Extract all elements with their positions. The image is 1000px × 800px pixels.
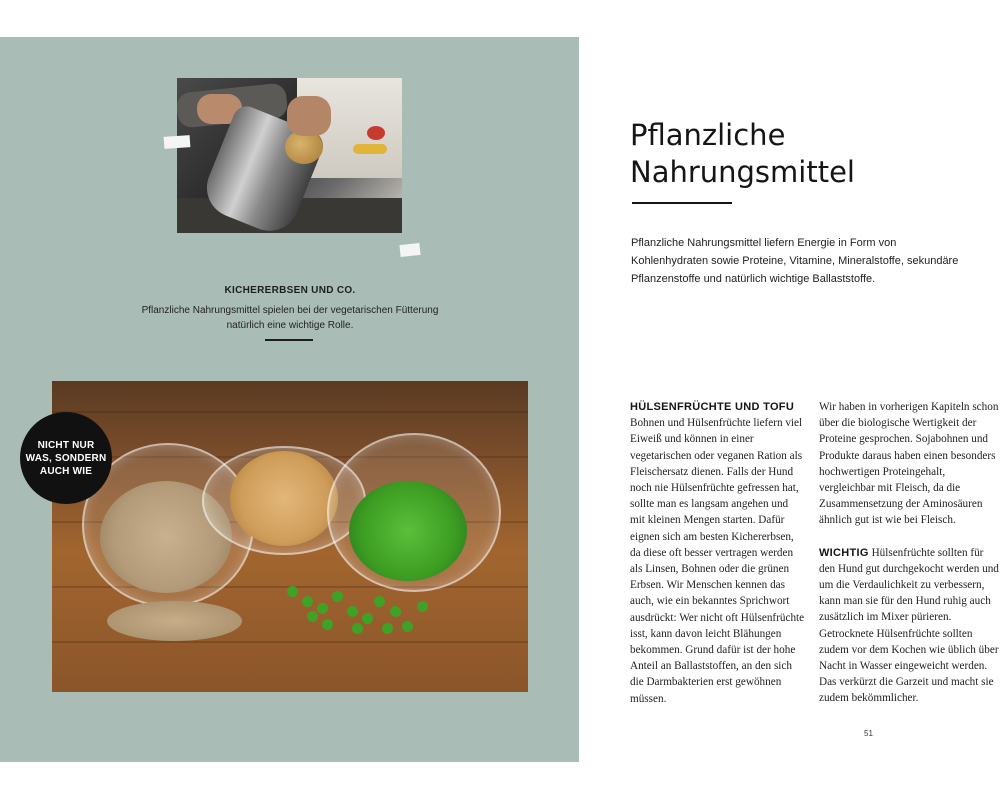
badge-line: AUCH WIE [39, 465, 93, 477]
badge-line: NICHT NUR [37, 439, 95, 451]
text-column-1 [630, 399, 805, 707]
body-paragraph: Bohnen und Hülsenfrüchte liefern viel Eiweiß und können in einer vegetarischen oder veganen Ration als Fleischersatz dienen. Falls der Hund noch nie Hülsenfrüchte gefressen hat, sollte man es langsam angehen und mit kleinen Mengen starten. Dafür eignen sich am besten Kichererbsen, da diese oft besser vertragen werden als Linsen, Bohnen oder die grünen Erbsen. Wir Menschen kennen das auch, wie ein bekanntes Sprichwort ausdrückt: Wer nicht oft Hülsenfrüchte isst, kann davon leicht Blähungen bekommen. Grund dafür ist der hohe Anteil an Ballaststoffen, an den sich die Darmbakterien erst gewöhnen müssen. [630, 417, 805, 705]
page-title [630, 117, 855, 191]
caption-text: Pflanzliche Nahrungsmittel spielen bei der vegetarischen Fütterung natürlich eine wichtige Rolle. [141, 305, 439, 331]
tip-paragraph [819, 545, 999, 707]
page-number: 51 [864, 729, 873, 738]
body-paragraph: Wir haben in vorherigen Kapiteln schon über die biologische Wertigkeit der Proteine gesprochen. Sojabohnen und Produkte daraus haben einen besonders hochwertigen Proteingehalt, vergleichbar mit Fleisch, da die Zusammensetzung der Aminosäuren ähnlich gut ist wie bei Fleisch. [819, 401, 999, 527]
top-photo [177, 78, 402, 233]
tip-label: WICHTIG [819, 546, 869, 559]
photo-tape [164, 135, 191, 149]
section-heading: HÜLSENFRÜCHTE UND TOFU [630, 401, 795, 413]
photo-tape [399, 243, 420, 257]
caption-divider [265, 339, 313, 341]
title-divider [632, 202, 732, 204]
title-line-1: Pflanzliche [630, 118, 786, 152]
title-line-2: Nahrungsmittel [630, 155, 855, 189]
badge-circle [20, 412, 112, 504]
text-column-2 [819, 399, 999, 707]
caption-title: KICHERERBSEN UND CO. [224, 285, 356, 296]
intro-paragraph: Pflanzliche Nahrungsmittel liefern Energie in Form von Kohlenhydraten sowie Proteine, Vitamine, Mineralstoffe, sekundäre Pflanzenstoffe und natürlich wichtige Ballaststoffe. [631, 237, 959, 285]
bottom-photo [52, 381, 528, 692]
tip-text: Hülsenfrüchte sollten für den Hund gut durchgekocht werden und um die Verdaulichkeit zu verbessern, kann man sie für den Hund ruhig auch zusätzlich im Mixer pürieren. Getrocknete Hülsenfrüchte sollten zudem vor dem Kochen wie üblich über Nacht in Wasser eingeweicht werden. Das verkürzt die Garzeit und macht sie zudem bekömmlicher. [819, 546, 999, 705]
badge-line: WAS, SONDERN [25, 452, 107, 464]
